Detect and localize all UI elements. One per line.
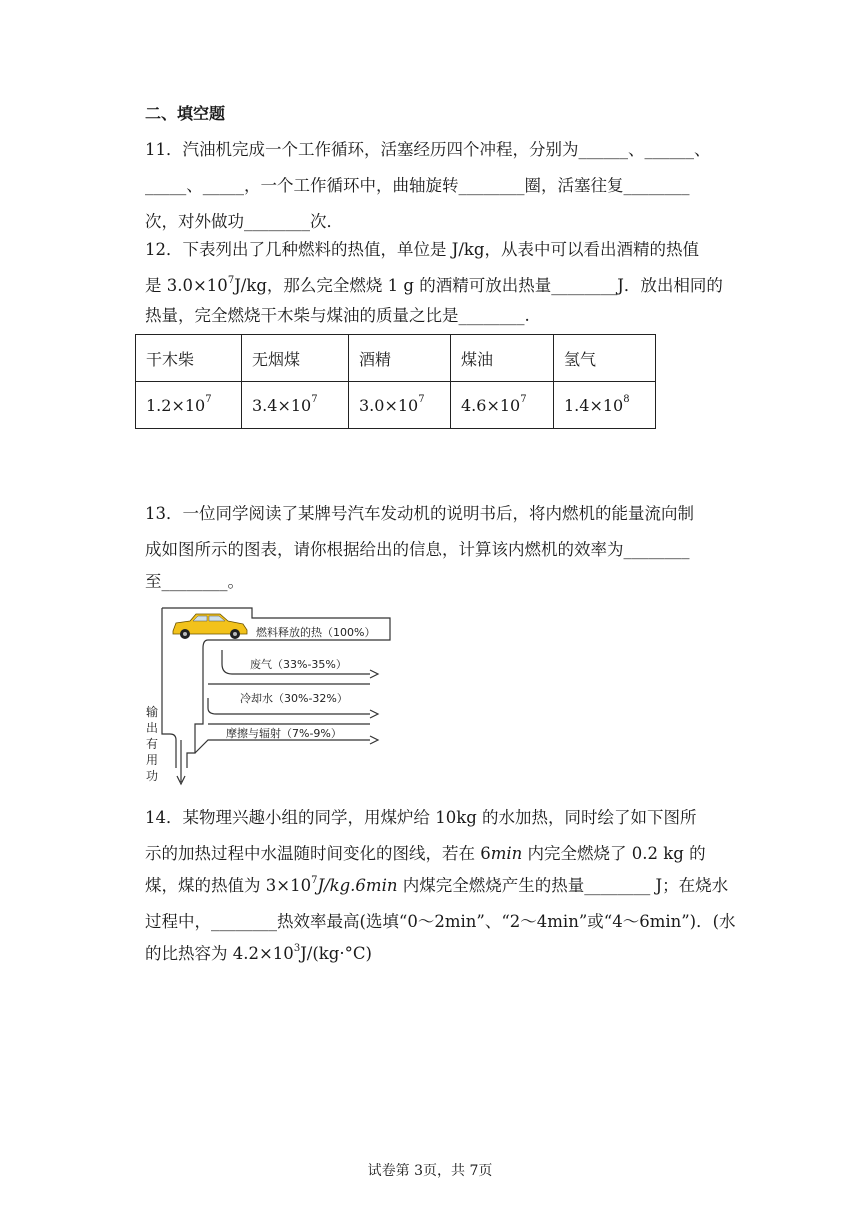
q13-line-1: 13．一位同学阅读了某牌号汽车发动机的说明书后，将内燃机的能量流向制: [145, 504, 694, 523]
q12-line-2: [145, 276, 723, 296]
value-base: 1.4×10: [564, 395, 624, 415]
q14-l3a: 煤，煤的热值为 3×10: [145, 876, 312, 895]
page-footer: 试卷第 3页，共 7页: [367, 1163, 493, 1179]
q14-line-5: [145, 944, 372, 964]
table-value-cell: [136, 382, 242, 429]
table-header-cell: 干木柴: [136, 335, 242, 382]
value-base: 4.6×10: [461, 395, 521, 415]
value-exp: 7: [520, 394, 527, 406]
table-header-cell: 酒精: [349, 335, 451, 382]
table-value-cell: [349, 382, 451, 429]
value-exp: 7: [205, 394, 212, 406]
table-value-cell: [242, 382, 349, 429]
q13-line-3: 至________。: [145, 572, 244, 591]
exhaust-label: 废气（33%-35%）: [250, 658, 347, 671]
q14-l2a: 示的加热过程中水温随时间变化的图线，若在 6: [145, 844, 491, 863]
fuel-heat-table: [135, 334, 656, 429]
q12-l2a: 是 3.0×10: [145, 276, 228, 295]
q12-line-1: 12．下表列出了几种燃料的热值，单位是 J/kg，从表中可以看出酒精的热值: [145, 240, 699, 259]
cooling-arrow-icon: [370, 710, 378, 718]
table-header-row: [136, 335, 656, 382]
table-value-row: [136, 382, 656, 429]
value-exp: 7: [418, 394, 425, 406]
exhaust-arrow-icon: [370, 670, 378, 678]
output-char: 用: [146, 753, 159, 767]
q14-l2b: 内完全燃烧了 0.2 kg 的: [522, 844, 706, 863]
car-icon: [173, 614, 247, 639]
friction-radiation-label: 摩擦与辐射（7%-9%）: [226, 727, 342, 740]
energy-flow-diagram: [140, 598, 400, 790]
q11-line-2: _____、_____，一个工作循环中，曲轴旋转________圈，活塞往复________: [145, 176, 690, 195]
q13-line-2: 成如图所示的图表，请你根据给出的信息，计算该内燃机的效率为________: [145, 540, 690, 559]
q14-line-3: [145, 876, 728, 896]
value-exp: 7: [311, 394, 318, 406]
q14-line-2: [145, 844, 706, 864]
section-title: 二、填空题: [145, 104, 226, 123]
value-base: 3.4×10: [252, 395, 312, 415]
value-base: 1.2×10: [146, 395, 206, 415]
output-char: 输: [146, 705, 159, 719]
table-header-cell: 氢气: [554, 335, 656, 382]
q14-l3-exp: 7: [311, 874, 318, 886]
value-base: 3.0×10: [359, 395, 419, 415]
friction-arrow-icon: [370, 736, 378, 744]
q12-l2-exp: 7: [227, 274, 235, 286]
q14-l5-exp: 3: [293, 942, 301, 954]
output-char: 有: [146, 737, 159, 751]
q12-line-3: 热量，完全燃烧干木柴与煤油的质量之比是________.: [145, 306, 530, 325]
table-header-cell: 无烟煤: [242, 335, 349, 382]
output-char: 出: [146, 721, 159, 735]
table-value-cell: [554, 382, 656, 429]
value-exp: 8: [623, 394, 630, 406]
fuel-heat-label: 燃料释放的热（100%）: [256, 626, 376, 639]
friction-branch: [195, 740, 370, 753]
q14-line-4: 过程中，________热效率最高(选填“0～2min”、“2～4min”或“4～6min”)．(水: [145, 912, 736, 931]
q14-l5a: 的比热容为 4.2×10: [145, 944, 294, 963]
q12-l2b: J/kg，那么完全燃烧 1 g 的酒精可放出热量________J．放出相同的: [234, 276, 723, 295]
q14-line-1: 14．某物理兴趣小组的同学，用煤炉给 10kg 的水加热，同时绘了如下图所: [145, 808, 697, 827]
q14-l2-italic: min: [490, 844, 523, 863]
table-value-cell: [451, 382, 554, 429]
q11-line-1: 11．汽油机完成一个工作循环，活塞经历四个冲程，分别为______、______、: [145, 140, 711, 159]
output-char: 功: [146, 769, 159, 783]
table-header-cell: 煤油: [451, 335, 554, 382]
q14-l5b: J/(kg·°C): [300, 944, 372, 963]
q14-l3b: 内煤完全燃烧产生的热量________ J；在烧水: [397, 876, 729, 895]
cooling-water-label: 冷却水（30%-32%）: [240, 692, 348, 705]
q14-l3-italic: J/kg.6min: [317, 876, 398, 895]
q11-line-3: 次，对外做功________次．: [145, 212, 343, 231]
